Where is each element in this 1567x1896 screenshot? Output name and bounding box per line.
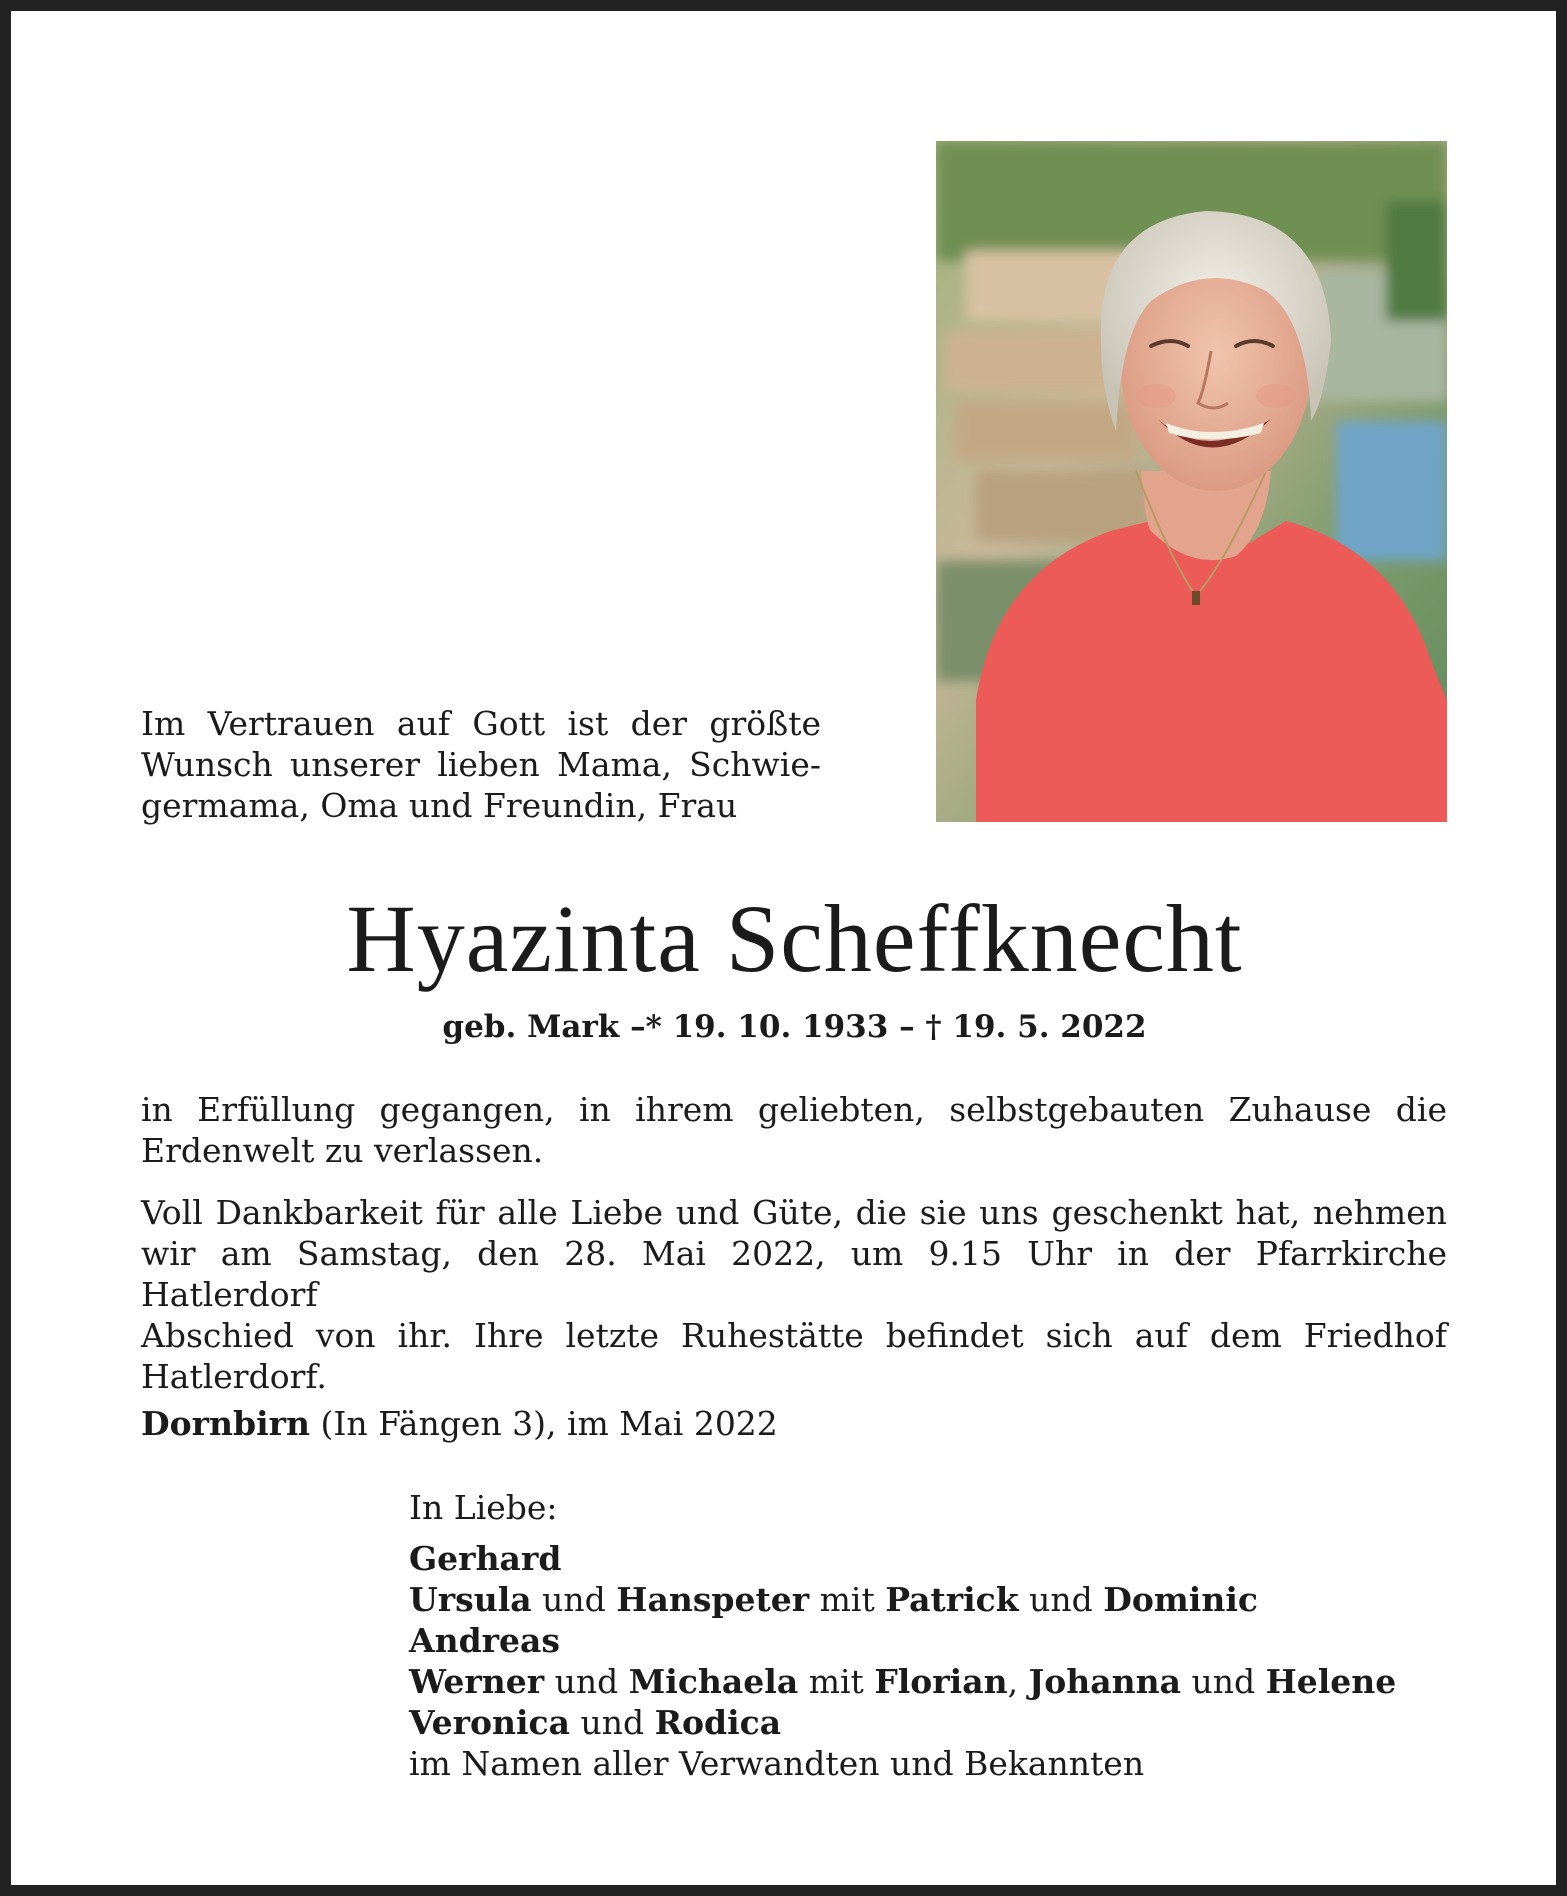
place-rest: (In Fängen 3), im Mai 2022 (310, 1404, 778, 1443)
connector: und (531, 1580, 617, 1619)
mourners-list (409, 1538, 1396, 1784)
paragraph-line: wir am Samstag, den 28. Mai 2022, um 9.15 Uhr in der Pfarrkirche Hatlerdorf (141, 1234, 1447, 1314)
connector: und (569, 1703, 655, 1742)
mourners-row (409, 1579, 1396, 1620)
mourners-row (409, 1538, 1396, 1579)
paragraph-line: Erdenwelt zu verlassen. (141, 1131, 544, 1170)
portrait-photo (936, 141, 1447, 822)
connector: , (1007, 1662, 1029, 1701)
mourners-row (409, 1620, 1396, 1661)
place-and-date (141, 1403, 778, 1444)
birth-date: 19. 10. 1933 (672, 1009, 889, 1045)
portrait-image (936, 141, 1447, 822)
mourner-name: Gerhard (409, 1539, 562, 1578)
mourner-name: Johanna (1028, 1662, 1181, 1701)
mourner-name: Andreas (409, 1621, 561, 1660)
mourner-name: Hanspeter (616, 1580, 810, 1619)
connector: und (1018, 1580, 1104, 1619)
connector: mit (809, 1580, 886, 1619)
connector: und (544, 1662, 629, 1701)
paragraph-line: Hatlerdorf. (141, 1357, 327, 1396)
mourners-row (409, 1661, 1396, 1702)
paragraph-line: in Erfüllung gegangen, in ihrem geliebten, selbstgebauten Zuhause die (141, 1090, 1447, 1129)
maiden-name: geb. Mark (442, 1009, 620, 1045)
deceased-name: Hyazinta Scheffknecht (346, 885, 1243, 992)
intro-text (141, 703, 821, 826)
mourner-name: Veronica (409, 1703, 570, 1742)
mourners-row: im Namen aller Verwandten und Bekannten (409, 1744, 1145, 1783)
signoff: In Liebe: (409, 1488, 558, 1527)
intro-line: Wunsch unserer lieben Mama, Schwie- (141, 745, 821, 784)
mourner-name: Ursula (409, 1580, 532, 1619)
life-dates (11, 1007, 1567, 1047)
mourner-name: Werner (409, 1662, 545, 1701)
place-city: Dornbirn (141, 1404, 310, 1443)
paragraph-funeral (141, 1192, 1447, 1397)
mourners-row (409, 1702, 1396, 1743)
mourner-name: Rodica (654, 1703, 782, 1742)
death-separator: – † (888, 1009, 953, 1045)
paragraph-line: Voll Dankbarkeit für alle Liebe und Güte, die sie uns geschenkt hat, nehmen (141, 1193, 1447, 1232)
intro-line: germama, Oma und Freundin, Frau (141, 786, 738, 825)
mourner-name: Dominic (1103, 1580, 1258, 1619)
connector: und (1180, 1662, 1266, 1701)
birth-separator: –* (619, 1009, 673, 1045)
paragraph-fulfillment (141, 1089, 1447, 1171)
mourner-name: Michaela (628, 1662, 799, 1701)
connector: mit (798, 1662, 875, 1701)
mourner-name: Florian (874, 1662, 1008, 1701)
death-date: 19. 5. 2022 (952, 1009, 1147, 1045)
mourner-name: Helene (1265, 1662, 1397, 1701)
intro-line: Im Vertrauen auf Gott ist der größte (141, 704, 821, 743)
mourner-name: Patrick (885, 1580, 1019, 1619)
paragraph-line: Abschied von ihr. Ihre letzte Ruhestätte befindet sich auf dem Friedhof (141, 1316, 1447, 1355)
